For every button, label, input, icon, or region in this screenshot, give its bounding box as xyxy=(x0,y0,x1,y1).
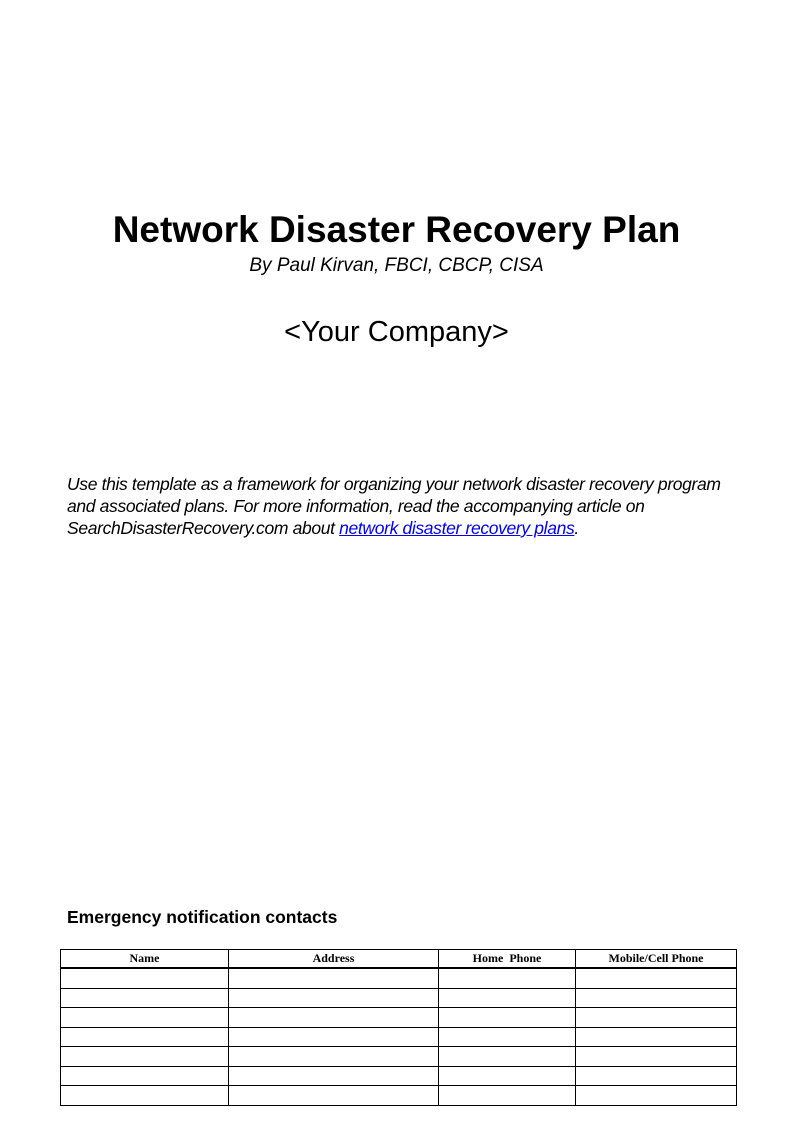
address-cell[interactable] xyxy=(229,1066,439,1086)
table-row xyxy=(61,1008,737,1028)
home-phone-cell[interactable] xyxy=(439,968,576,988)
column-header-name: Name xyxy=(61,950,229,969)
mobile-phone-cell[interactable] xyxy=(576,988,737,1008)
name-cell[interactable] xyxy=(61,1066,229,1086)
name-cell[interactable] xyxy=(61,988,229,1008)
table-row xyxy=(61,1086,737,1106)
mobile-phone-cell[interactable] xyxy=(576,1066,737,1086)
intro-text-end: . xyxy=(574,518,579,538)
mobile-phone-cell[interactable] xyxy=(576,1047,737,1067)
home-phone-cell[interactable] xyxy=(439,1047,576,1067)
table-row xyxy=(61,968,737,988)
home-phone-cell[interactable] xyxy=(439,1008,576,1028)
home-phone-cell[interactable] xyxy=(439,1027,576,1047)
mobile-phone-cell[interactable] xyxy=(576,1027,737,1047)
name-cell[interactable] xyxy=(61,1047,229,1067)
column-header-mobile-phone: Mobile/Cell Phone xyxy=(576,950,737,969)
emergency-contacts-table xyxy=(60,949,737,1106)
document-title: Network Disaster Recovery Plan xyxy=(112,209,681,250)
intro-paragraph xyxy=(67,473,737,539)
name-cell[interactable] xyxy=(61,1086,229,1106)
column-header-address: Address xyxy=(229,950,439,969)
mobile-phone-cell[interactable] xyxy=(576,1086,737,1106)
name-cell[interactable] xyxy=(61,968,229,988)
address-cell[interactable] xyxy=(229,968,439,988)
home-phone-cell[interactable] xyxy=(439,1066,576,1086)
name-cell[interactable] xyxy=(61,1008,229,1028)
contacts-heading: Emergency notification contacts xyxy=(67,907,338,927)
mobile-phone-cell[interactable] xyxy=(576,968,737,988)
address-cell[interactable] xyxy=(229,1047,439,1067)
author-byline: By Paul Kirvan, FBCI, CBCP, CISA xyxy=(249,255,544,276)
address-cell[interactable] xyxy=(229,988,439,1008)
table-header-row xyxy=(61,950,737,969)
table-row xyxy=(61,988,737,1008)
table-row xyxy=(61,1066,737,1086)
table-row xyxy=(61,1027,737,1047)
table-row xyxy=(61,1047,737,1067)
address-cell[interactable] xyxy=(229,1027,439,1047)
mobile-phone-cell[interactable] xyxy=(576,1008,737,1028)
home-phone-cell[interactable] xyxy=(439,988,576,1008)
name-cell[interactable] xyxy=(61,1027,229,1047)
address-cell[interactable] xyxy=(229,1086,439,1106)
contacts-table-body xyxy=(61,968,737,1105)
home-phone-cell[interactable] xyxy=(439,1086,576,1106)
address-cell[interactable] xyxy=(229,1008,439,1028)
column-header-home-phone: Home Phone xyxy=(439,950,576,969)
company-placeholder: <Your Company> xyxy=(284,316,509,348)
intro-text: Use this template as a framework for organizing your network disaster recovery program and associated plans. For more information, read the accompanying article on SearchDisasterRecovery.com about xyxy=(67,474,721,538)
network-disaster-recovery-plans-link[interactable]: network disaster recovery plans xyxy=(339,518,575,538)
